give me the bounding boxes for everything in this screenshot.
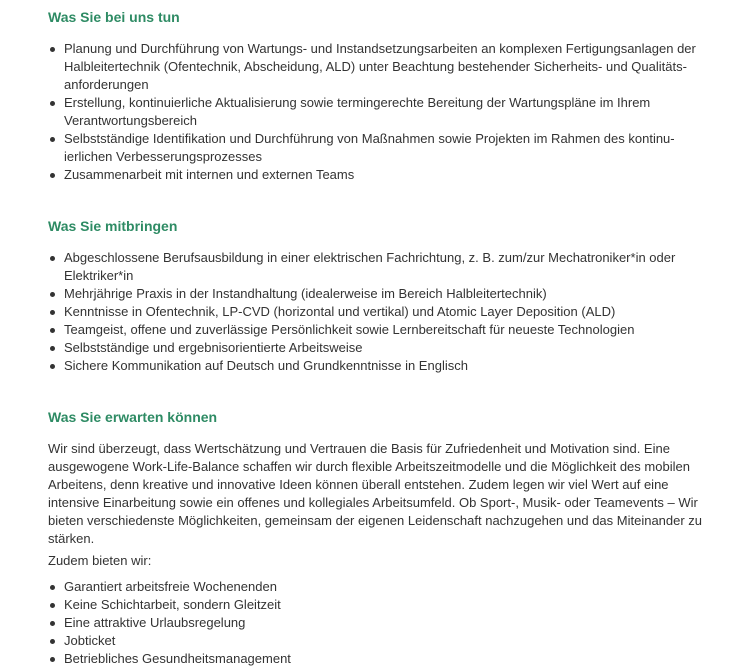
- task-list: [48, 40, 708, 184]
- list-item: Jobticket: [48, 632, 708, 650]
- section-heading: Was Sie erwarten können: [48, 409, 218, 425]
- section-requirements: [48, 217, 708, 375]
- list-item: Zusammenarbeit mit internen und externen Teams: [48, 166, 708, 184]
- list-item: Erstellung, kontinuierliche Aktualisierung sowie termingerechte Bereitung der Wartungspläne im Ihrem Verantwortungsbereich: [48, 94, 708, 130]
- benefits-list: [48, 578, 708, 668]
- section-benefits: [48, 408, 708, 668]
- benefits-paragraph: Wir sind überzeugt, dass Wertschätzung und Vertrauen die Basis für Zufriedenheit und Motivation sind. Eine ausgewogene Work-Life-Balance schaffen wir durch flexible Arbeitszeitmodelle und die Möglichkeit des mobilen Arbeitens, denn kreative und innovative Ideen können überall entstehen. Zudem legen wir viel Wert auf eine intensive Einarbeitung sowie ein offenes und kollegiales Arbeitsumfeld. Ob Sport-, Musik- oder Teamevents – Wir bieten verschiedenste Möglichkeiten, gemeinsam der eigenen Leidenschaft nachzugehen und das Miteinander zu stärken.: [48, 441, 703, 546]
- section-heading: Was Sie bei uns tun: [48, 9, 180, 25]
- section-tasks: [48, 8, 708, 184]
- list-item: Kenntnisse in Ofentechnik, LP-CVD (horizontal und vertikal) und Atomic Layer Deposition (ALD): [48, 303, 708, 321]
- requirements-list: [48, 249, 708, 375]
- list-item: Abgeschlossene Berufsausbildung in einer elektrischen Fachrichtung, z. B. zum/zur Mechatroniker*in oder Elektriker*in: [48, 249, 708, 285]
- benefits-subline: Zudem bieten wir:: [48, 553, 152, 568]
- list-item: Planung und Durchführung von Wartungs- und Instandsetzungsarbeiten an komplexen Fertigungsanlagen der Halbleitertechnik (Ofentechnik, Abscheidung, ALD) unter Beachtung bestehender Sicherheits- und Qualitätsanforderungen: [48, 40, 708, 94]
- list-item: Betriebliches Gesundheitsmanagement: [48, 650, 708, 668]
- list-item: Mehrjährige Praxis in der Instandhaltung (idealerweise im Bereich Halbleitertechnik): [48, 285, 708, 303]
- list-item: Sichere Kommunikation auf Deutsch und Grundkenntnisse in Englisch: [48, 357, 708, 375]
- list-item: Keine Schichtarbeit, sondern Gleitzeit: [48, 596, 708, 614]
- list-item: Garantiert arbeitsfreie Wochenenden: [48, 578, 708, 596]
- section-heading: Was Sie mitbringen: [48, 218, 178, 234]
- list-item: Eine attraktive Urlaubsregelung: [48, 614, 708, 632]
- list-item: Selbstständige und ergebnisorientierte Arbeitsweise: [48, 339, 708, 357]
- list-item: Teamgeist, offene und zuverlässige Persönlichkeit sowie Lernbereitschaft für neueste Technologien: [48, 321, 708, 339]
- list-item: Selbstständige Identifikation und Durchführung von Maßnahmen sowie Projekten im Rahmen des kontinuierlichen Verbesserungsprozesses: [48, 130, 708, 166]
